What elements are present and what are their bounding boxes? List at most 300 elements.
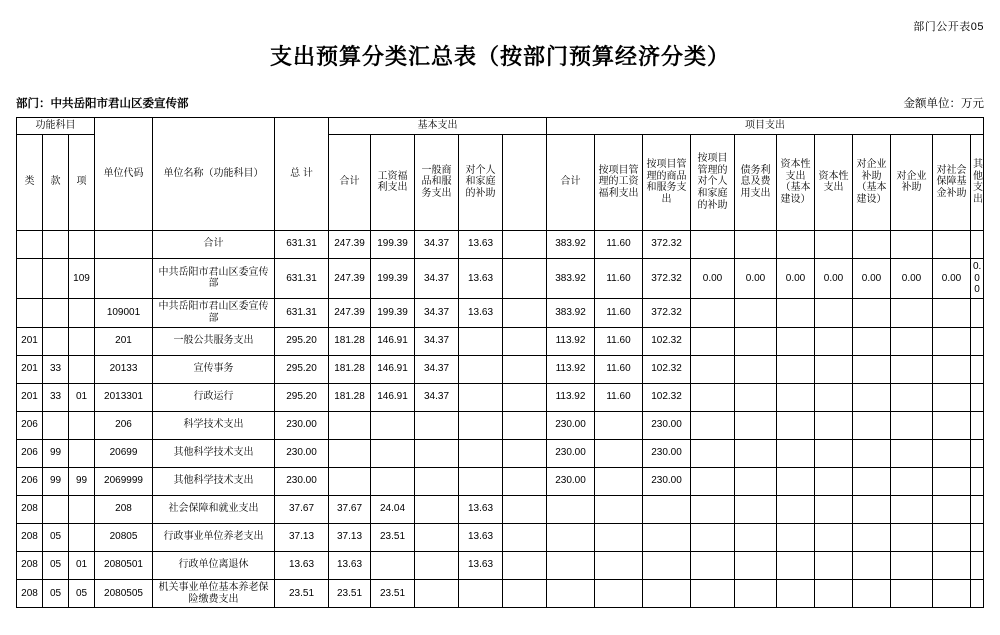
cell-project-3: 0.00 [691, 258, 735, 298]
cell-basic-0: 181.28 [329, 383, 371, 411]
cell-unit-code [95, 230, 153, 258]
cell-project-5: 0.00 [777, 258, 815, 298]
cell-project-0: 113.92 [547, 327, 595, 355]
cell-kind: 206 [17, 439, 43, 467]
cell-unit-name: 一般公共服务支出 [153, 327, 275, 355]
cell-project-9 [933, 230, 971, 258]
cell-project-2: 230.00 [643, 439, 691, 467]
cell-xiang: 01 [69, 551, 95, 579]
cell-project-7 [853, 299, 891, 328]
cell-project-10 [971, 355, 984, 383]
cell-project-3 [691, 467, 735, 495]
cell-basic-2 [415, 411, 459, 439]
cell-unit-code: 201 [95, 327, 153, 355]
cell-project-4 [735, 579, 777, 608]
cell-kind: 206 [17, 411, 43, 439]
cell-project-0: 230.00 [547, 467, 595, 495]
cell-project-8 [891, 551, 933, 579]
cell-kind: 201 [17, 383, 43, 411]
cell-basic-2 [415, 439, 459, 467]
cell-project-8 [891, 523, 933, 551]
cell-project-7 [853, 579, 891, 608]
cell-unit-name: 行政事业单位养老支出 [153, 523, 275, 551]
cell-basic-1: 23.51 [371, 523, 415, 551]
cell-basic-3 [459, 579, 503, 608]
cell-project-2: 230.00 [643, 467, 691, 495]
cell-basic-3: 13.63 [459, 523, 503, 551]
cell-project-2 [643, 523, 691, 551]
cell-project-10 [971, 230, 984, 258]
table-row [17, 230, 984, 258]
cell-project-3 [691, 299, 735, 328]
header-project-social-fund: 对社会保障基金补助 [933, 134, 971, 230]
cell-project-9 [933, 523, 971, 551]
cell-project-3 [691, 383, 735, 411]
cell-kuan [43, 495, 69, 523]
cell-xiang: 01 [69, 383, 95, 411]
cell-project-4 [735, 230, 777, 258]
header-unit-code: 单位代码 [95, 118, 153, 231]
cell-project-4 [735, 327, 777, 355]
cell-project-9 [933, 355, 971, 383]
cell-basic-spacer [503, 495, 547, 523]
cell-basic-3: 13.63 [459, 299, 503, 328]
cell-total: 295.20 [275, 355, 329, 383]
meta-row [16, 95, 984, 111]
cell-project-0: 113.92 [547, 355, 595, 383]
cell-project-8 [891, 439, 933, 467]
cell-project-2: 102.32 [643, 327, 691, 355]
header-function-subject: 功能科目 [17, 118, 95, 135]
cell-project-4 [735, 467, 777, 495]
cell-basic-1: 146.91 [371, 327, 415, 355]
cell-project-0: 383.92 [547, 258, 595, 298]
cell-project-4 [735, 523, 777, 551]
cell-basic-2 [415, 467, 459, 495]
table-row [17, 551, 984, 579]
cell-kind: 208 [17, 551, 43, 579]
cell-unit-name: 科学技术支出 [153, 411, 275, 439]
cell-project-2 [643, 551, 691, 579]
cell-unit-code: 208 [95, 495, 153, 523]
cell-basic-1: 146.91 [371, 383, 415, 411]
header-unit-name: 单位名称（功能科目） [153, 118, 275, 231]
cell-project-0: 383.92 [547, 299, 595, 328]
cell-total: 631.31 [275, 258, 329, 298]
cell-xiang [69, 411, 95, 439]
cell-project-8 [891, 355, 933, 383]
cell-project-2: 372.32 [643, 230, 691, 258]
cell-basic-3 [459, 355, 503, 383]
cell-project-10 [971, 383, 984, 411]
cell-xiang [69, 439, 95, 467]
cell-project-6 [815, 551, 853, 579]
cell-unit-code: 109001 [95, 299, 153, 328]
cell-project-9: 0.00 [933, 258, 971, 298]
cell-project-0 [547, 551, 595, 579]
cell-unit-code: 20133 [95, 355, 153, 383]
cell-project-0: 113.92 [547, 383, 595, 411]
cell-basic-1: 146.91 [371, 355, 415, 383]
cell-project-2: 102.32 [643, 383, 691, 411]
cell-project-3 [691, 230, 735, 258]
cell-basic-3: 13.63 [459, 230, 503, 258]
cell-unit-name: 中共岳阳市君山区委宣传部 [153, 299, 275, 328]
cell-project-6 [815, 355, 853, 383]
cell-basic-1: 199.39 [371, 258, 415, 298]
cell-project-1 [595, 411, 643, 439]
cell-project-5 [777, 551, 815, 579]
cell-total: 13.63 [275, 551, 329, 579]
cell-project-10 [971, 467, 984, 495]
cell-project-1 [595, 579, 643, 608]
cell-xiang: 99 [69, 467, 95, 495]
cell-unit-code: 20699 [95, 439, 153, 467]
cell-kind: 201 [17, 355, 43, 383]
cell-basic-2: 34.37 [415, 355, 459, 383]
cell-kuan [43, 299, 69, 328]
cell-basic-spacer [503, 327, 547, 355]
table-row [17, 299, 984, 328]
cell-unit-code: 2080501 [95, 551, 153, 579]
cell-unit-code: 2080505 [95, 579, 153, 608]
cell-kind [17, 230, 43, 258]
table-row [17, 523, 984, 551]
cell-kind [17, 299, 43, 328]
header-project-enterprise-basic: 对企业补助（基本建设） [853, 134, 891, 230]
cell-project-6 [815, 439, 853, 467]
cell-project-0 [547, 523, 595, 551]
form-code: 部门公开表05 [913, 21, 984, 33]
header-project-total: 合计 [547, 134, 595, 230]
cell-basic-0: 181.28 [329, 327, 371, 355]
cell-kuan [43, 258, 69, 298]
cell-basic-2: 34.37 [415, 327, 459, 355]
cell-project-9 [933, 299, 971, 328]
cell-basic-spacer [503, 551, 547, 579]
cell-project-3 [691, 439, 735, 467]
table-row [17, 355, 984, 383]
cell-basic-0: 247.39 [329, 258, 371, 298]
cell-project-1: 11.60 [595, 299, 643, 328]
cell-project-0 [547, 579, 595, 608]
header-project-salary: 按项目管理的工资福利支出 [595, 134, 643, 230]
amount-unit-label: 金额单位：万元 [903, 98, 984, 110]
cell-project-7 [853, 383, 891, 411]
table-row [17, 258, 984, 298]
cell-project-8 [891, 495, 933, 523]
cell-basic-0: 13.63 [329, 551, 371, 579]
cell-basic-0 [329, 411, 371, 439]
cell-project-5 [777, 495, 815, 523]
cell-basic-2: 34.37 [415, 230, 459, 258]
cell-project-8: 0.00 [891, 258, 933, 298]
cell-project-0: 383.92 [547, 230, 595, 258]
cell-basic-spacer [503, 439, 547, 467]
cell-project-6 [815, 523, 853, 551]
cell-kuan: 33 [43, 355, 69, 383]
cell-project-9 [933, 327, 971, 355]
cell-project-5 [777, 327, 815, 355]
cell-project-8 [891, 579, 933, 608]
cell-project-1 [595, 551, 643, 579]
cell-kind: 208 [17, 523, 43, 551]
cell-project-1: 11.60 [595, 327, 643, 355]
cell-total: 23.51 [275, 579, 329, 608]
cell-project-0: 230.00 [547, 411, 595, 439]
cell-project-10 [971, 579, 984, 608]
header-basic-salary: 工资福利支出 [371, 134, 415, 230]
cell-project-7 [853, 523, 891, 551]
cell-basic-3: 13.63 [459, 551, 503, 579]
header-basic-goods: 一般商品和服务支出 [415, 134, 459, 230]
cell-project-8 [891, 230, 933, 258]
cell-project-5 [777, 299, 815, 328]
cell-unit-code: 206 [95, 411, 153, 439]
cell-basic-spacer [503, 299, 547, 328]
header-xiang: 项 [69, 134, 95, 230]
cell-basic-0: 37.67 [329, 495, 371, 523]
header-project-debt: 债务利息及费用支出 [735, 134, 777, 230]
cell-project-1 [595, 439, 643, 467]
cell-project-4 [735, 551, 777, 579]
cell-project-7 [853, 327, 891, 355]
cell-project-8 [891, 299, 933, 328]
cell-kuan: 05 [43, 523, 69, 551]
cell-basic-0 [329, 439, 371, 467]
table-row [17, 327, 984, 355]
cell-basic-1: 24.04 [371, 495, 415, 523]
cell-project-9 [933, 579, 971, 608]
cell-project-6 [815, 467, 853, 495]
cell-project-2: 372.32 [643, 258, 691, 298]
cell-xiang: 109 [69, 258, 95, 298]
cell-unit-name: 合计 [153, 230, 275, 258]
header-basic-total: 合计 [329, 134, 371, 230]
cell-kuan: 05 [43, 551, 69, 579]
cell-project-4 [735, 299, 777, 328]
cell-project-6: 0.00 [815, 258, 853, 298]
cell-project-9 [933, 467, 971, 495]
cell-project-10 [971, 523, 984, 551]
header-basic-expenditure: 基本支出 [329, 118, 547, 135]
cell-project-1: 11.60 [595, 258, 643, 298]
cell-xiang: 05 [69, 579, 95, 608]
cell-project-10 [971, 551, 984, 579]
cell-total: 295.20 [275, 383, 329, 411]
cell-project-5 [777, 439, 815, 467]
cell-kuan: 99 [43, 467, 69, 495]
cell-basic-0: 247.39 [329, 230, 371, 258]
cell-project-1: 11.60 [595, 355, 643, 383]
header-kind: 类 [17, 134, 43, 230]
cell-total: 37.67 [275, 495, 329, 523]
cell-kuan [43, 230, 69, 258]
cell-kind [17, 258, 43, 298]
cell-project-7 [853, 495, 891, 523]
cell-project-3 [691, 551, 735, 579]
cell-basic-1 [371, 467, 415, 495]
cell-basic-spacer [503, 467, 547, 495]
cell-project-7 [853, 467, 891, 495]
table-row [17, 383, 984, 411]
header-project-capital-basic: 资本性支出（基本建设） [777, 134, 815, 230]
cell-project-9 [933, 411, 971, 439]
cell-basic-1 [371, 439, 415, 467]
cell-project-7 [853, 439, 891, 467]
cell-total: 631.31 [275, 299, 329, 328]
cell-project-4 [735, 495, 777, 523]
cell-basic-spacer [503, 411, 547, 439]
cell-project-5 [777, 355, 815, 383]
cell-basic-0: 181.28 [329, 355, 371, 383]
cell-project-8 [891, 383, 933, 411]
cell-xiang [69, 495, 95, 523]
cell-project-3 [691, 579, 735, 608]
cell-project-0: 230.00 [547, 439, 595, 467]
cell-project-1: 11.60 [595, 383, 643, 411]
cell-basic-3 [459, 327, 503, 355]
cell-project-10 [971, 439, 984, 467]
cell-total: 37.13 [275, 523, 329, 551]
header-basic-personal: 对个人和家庭的补助 [459, 134, 503, 230]
cell-project-1: 11.60 [595, 230, 643, 258]
cell-basic-2: 34.37 [415, 299, 459, 328]
cell-project-6 [815, 327, 853, 355]
cell-unit-code: 2069999 [95, 467, 153, 495]
cell-kuan: 33 [43, 383, 69, 411]
cell-kuan [43, 327, 69, 355]
cell-project-5 [777, 579, 815, 608]
cell-xiang [69, 327, 95, 355]
cell-project-6 [815, 299, 853, 328]
cell-total: 295.20 [275, 327, 329, 355]
cell-project-4 [735, 355, 777, 383]
cell-unit-name: 机关事业单位基本养老保险缴费支出 [153, 579, 275, 608]
cell-unit-name: 中共岳阳市君山区委宣传部 [153, 258, 275, 298]
header-project-capital: 资本性支出 [815, 134, 853, 230]
cell-unit-code: 20805 [95, 523, 153, 551]
cell-basic-1: 199.39 [371, 299, 415, 328]
cell-basic-3 [459, 383, 503, 411]
cell-project-7 [853, 411, 891, 439]
cell-basic-2 [415, 551, 459, 579]
cell-project-5 [777, 383, 815, 411]
table-body [17, 230, 984, 608]
header-kuan: 款 [43, 134, 69, 230]
cell-kind: 208 [17, 579, 43, 608]
cell-project-10 [971, 495, 984, 523]
cell-unit-name: 宣传事务 [153, 355, 275, 383]
cell-unit-name: 行政运行 [153, 383, 275, 411]
header-project-other: 其他支出 [971, 134, 984, 230]
cell-basic-spacer [503, 230, 547, 258]
cell-project-7 [853, 355, 891, 383]
cell-total: 230.00 [275, 467, 329, 495]
cell-kind: 201 [17, 327, 43, 355]
cell-unit-code: 2013301 [95, 383, 153, 411]
cell-project-6 [815, 230, 853, 258]
cell-xiang [69, 230, 95, 258]
cell-basic-3 [459, 439, 503, 467]
cell-project-1 [595, 523, 643, 551]
cell-total: 230.00 [275, 439, 329, 467]
cell-kuan: 99 [43, 439, 69, 467]
cell-project-9 [933, 495, 971, 523]
cell-project-6 [815, 579, 853, 608]
cell-basic-1 [371, 551, 415, 579]
cell-project-5 [777, 411, 815, 439]
cell-unit-name: 行政单位离退休 [153, 551, 275, 579]
cell-project-10 [971, 411, 984, 439]
cell-project-1 [595, 495, 643, 523]
cell-project-3 [691, 327, 735, 355]
cell-xiang [69, 299, 95, 328]
cell-basic-0: 23.51 [329, 579, 371, 608]
header-project-goods: 按项目管理的商品和服务支出 [643, 134, 691, 230]
cell-basic-0: 247.39 [329, 299, 371, 328]
table-row [17, 579, 984, 608]
header-basic-spacer [503, 134, 547, 230]
cell-project-6 [815, 411, 853, 439]
cell-project-6 [815, 495, 853, 523]
page-title: 支出预算分类汇总表（按部门预算经济分类） [269, 44, 730, 69]
cell-project-10 [971, 327, 984, 355]
cell-basic-2 [415, 523, 459, 551]
cell-basic-3 [459, 467, 503, 495]
cell-xiang [69, 523, 95, 551]
cell-project-2 [643, 495, 691, 523]
header-project-enterprise: 对企业补助 [891, 134, 933, 230]
cell-project-5 [777, 230, 815, 258]
header-project-personal: 按项目管理的对个人和家庭的补助 [691, 134, 735, 230]
cell-total: 230.00 [275, 411, 329, 439]
cell-basic-3 [459, 411, 503, 439]
cell-project-2: 102.32 [643, 355, 691, 383]
cell-project-10 [971, 299, 984, 328]
department-label: 部门：中共岳阳市君山区委宣传部 [16, 98, 189, 110]
header-project-expenditure: 项目支出 [547, 118, 984, 135]
cell-project-10: 0.00 [971, 258, 984, 298]
cell-project-2: 372.32 [643, 299, 691, 328]
cell-basic-2: 34.37 [415, 383, 459, 411]
table-row [17, 495, 984, 523]
cell-project-3 [691, 355, 735, 383]
cell-project-2 [643, 579, 691, 608]
cell-basic-2 [415, 579, 459, 608]
cell-unit-name: 社会保障和就业支出 [153, 495, 275, 523]
cell-project-0 [547, 495, 595, 523]
header-total: 总 计 [275, 118, 329, 231]
table-row [17, 439, 984, 467]
cell-basic-1: 199.39 [371, 230, 415, 258]
cell-xiang [69, 355, 95, 383]
cell-basic-spacer [503, 355, 547, 383]
cell-basic-0: 37.13 [329, 523, 371, 551]
cell-project-4 [735, 439, 777, 467]
cell-project-9 [933, 439, 971, 467]
cell-project-8 [891, 411, 933, 439]
cell-project-7: 0.00 [853, 258, 891, 298]
cell-project-2: 230.00 [643, 411, 691, 439]
budget-table [16, 117, 984, 608]
cell-project-1 [595, 467, 643, 495]
cell-basic-spacer [503, 258, 547, 298]
cell-project-7 [853, 230, 891, 258]
cell-project-4 [735, 383, 777, 411]
cell-kind: 206 [17, 467, 43, 495]
cell-basic-2: 34.37 [415, 258, 459, 298]
